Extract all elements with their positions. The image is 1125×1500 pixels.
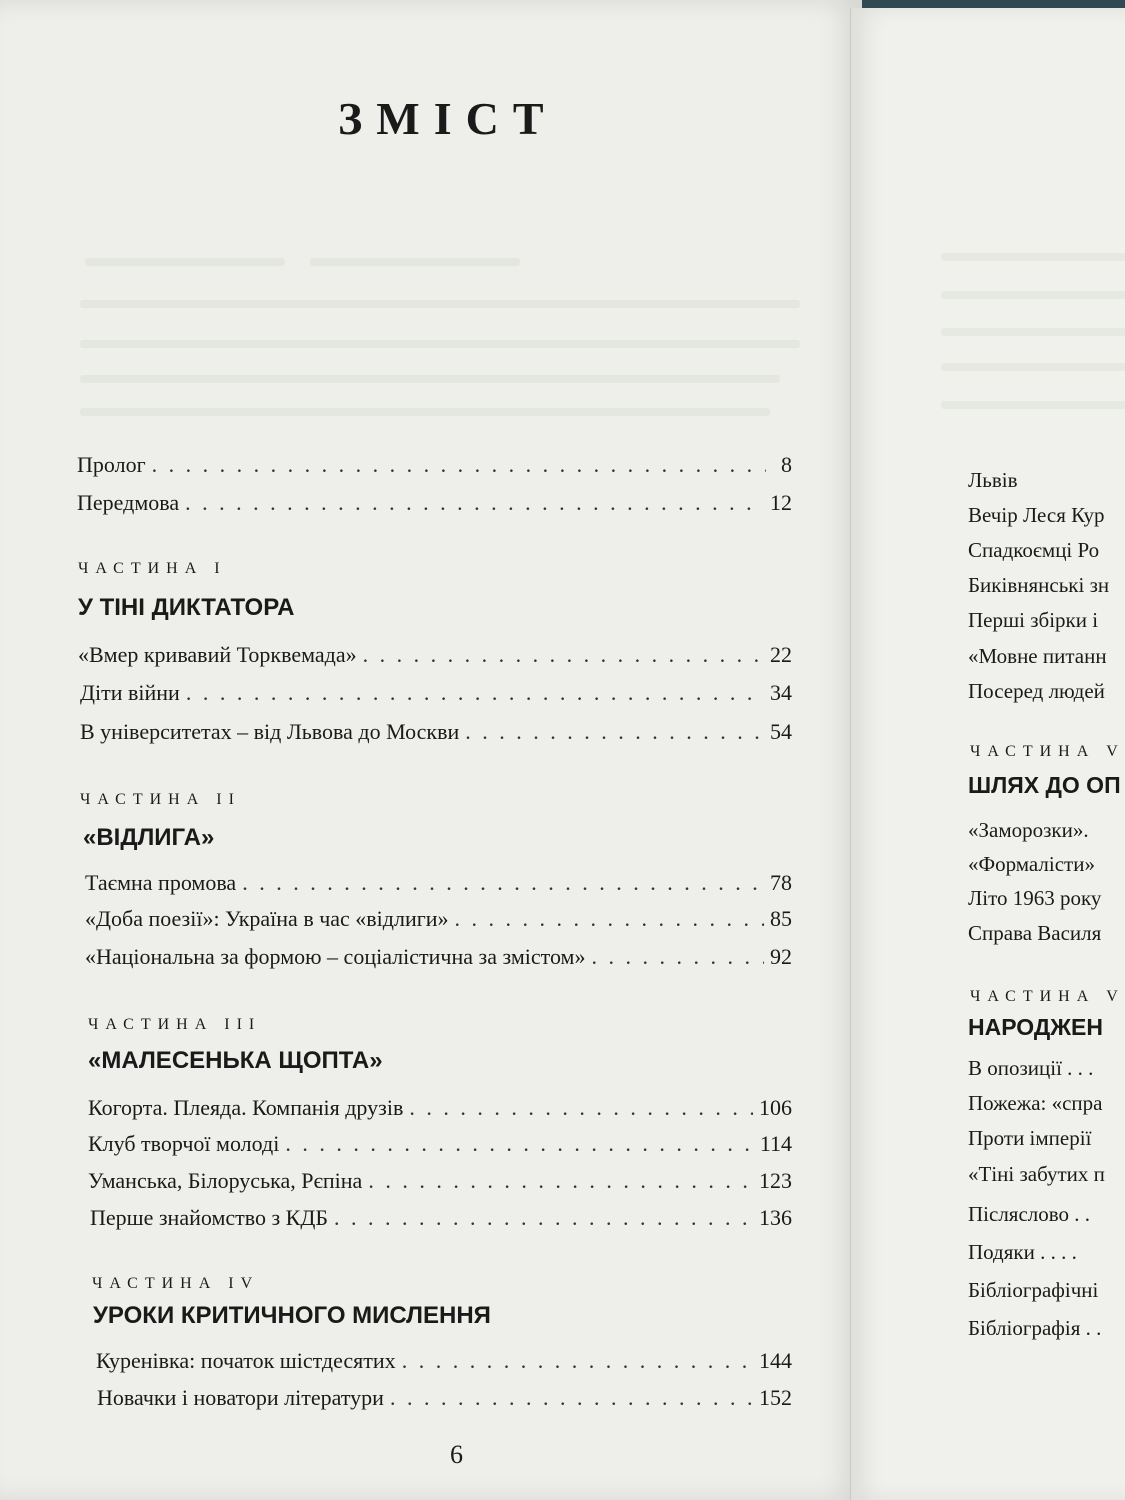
dot-leader [465,719,764,745]
entry-page: 92 [770,944,792,969]
toc-entry[interactable] [88,1168,792,1194]
entry-title: «Національна за формою – соціалістична за змістом» [85,944,586,969]
entry-title: Таємна промова [85,870,237,895]
entry-page: 85 [770,906,792,931]
dot-leader [285,1131,753,1157]
toc-entry[interactable] [85,870,792,896]
dot-leader [591,944,764,970]
entry-page: 34 [770,680,792,705]
toc-entry-cropped[interactable]: Биківнянські зн [968,573,1110,597]
toc-entry-prologue[interactable] [77,452,792,478]
toc-entry-cropped[interactable]: Вечір Леся Кур [968,503,1105,527]
entry-title: Пролог [77,452,146,477]
toc-entry[interactable] [85,944,792,970]
toc-entry-cropped[interactable]: Бібліографія . . [968,1316,1102,1340]
toc-entry[interactable] [96,1348,792,1374]
toc-entry-cropped[interactable]: Справа Василя [968,921,1102,945]
entry-title: «Доба поезії»: Україна в час «відлиги» [85,906,449,931]
entry-title: Передмова [77,490,180,515]
toc-entry-cropped[interactable]: Подяки . . . . [968,1240,1077,1264]
toc-entry-foreword[interactable] [77,490,792,516]
part-title: ШЛЯХ ДО ОП [968,772,1121,798]
entry-title: «Вмер кривавий Торквемада» [78,642,357,667]
part-label: ЧАСТИНА V [970,988,1125,1005]
entry-title: Перше знайомство з КДБ [90,1205,328,1230]
dot-leader [409,1095,753,1121]
part-label: ЧАСТИНА I [78,560,227,577]
entry-page: 54 [770,719,792,744]
dot-leader [368,1168,753,1194]
page-title: ЗМІСТ [338,93,558,144]
toc-entry-cropped[interactable]: Львів [968,468,1018,492]
part-title: «ВІДЛИГА» [83,824,215,851]
part-label: ЧАСТИНА III [88,1016,262,1033]
entry-title: В університетах – від Львова до Москви [80,719,460,744]
toc-entry-cropped[interactable]: Проти імперії [968,1126,1092,1150]
toc-entry-cropped[interactable]: «Заморозки». [968,818,1089,842]
toc-entry-cropped[interactable]: «Формалісти» [968,852,1095,876]
toc-entry[interactable] [97,1385,792,1411]
toc-entry[interactable] [80,680,792,706]
part-label: ЧАСТИНА II [80,791,241,808]
entry-title: Куренівка: початок шістдесятих [96,1348,396,1373]
toc-entry[interactable] [80,719,792,745]
toc-entry-cropped[interactable]: Бібліографічні [968,1278,1099,1302]
dot-leader [242,870,764,896]
entry-page: 22 [770,642,792,667]
entry-page: 8 [781,452,792,477]
toc-entry-cropped[interactable]: Посеред людей [968,679,1105,703]
toc-entry-cropped[interactable]: «Мовне питанн [968,644,1107,668]
part-title: «МАЛЕСЕНЬКА ЩОПТА» [88,1047,383,1074]
toc-entry[interactable] [78,642,792,668]
entry-title: Діти війни [80,680,180,705]
entry-title: Уманська, Білоруська, Рєпіна [88,1168,363,1193]
entry-page: 144 [759,1348,792,1373]
part-label: ЧАСТИНА V [970,743,1125,760]
dot-leader [390,1385,753,1411]
entry-page: 152 [759,1385,792,1410]
part-title: НАРОДЖЕН [968,1014,1103,1040]
dot-leader [152,452,766,478]
entry-page: 123 [759,1168,792,1193]
part-title: У ТІНІ ДИКТАТОРА [78,594,295,621]
entry-page: 136 [759,1205,792,1230]
dot-leader [455,906,764,932]
dot-leader [186,680,764,706]
toc-entry-cropped[interactable]: Перші збірки і [968,608,1099,632]
toc-entry[interactable] [90,1205,792,1231]
toc-entry-cropped[interactable]: Післяслово . . [968,1202,1091,1226]
entry-page: 114 [759,1131,792,1156]
entry-page: 106 [759,1095,792,1120]
dot-leader [334,1205,753,1231]
toc-entry[interactable] [85,906,792,932]
entry-page: 78 [770,870,792,895]
entry-page: 12 [770,490,792,515]
toc-entry-cropped[interactable]: Спадкоємці Ро [968,538,1100,562]
dot-leader [363,642,764,668]
dot-leader [402,1348,753,1374]
entry-title: Клуб творчої молоді [88,1131,280,1156]
toc-entry-cropped[interactable]: «Тіні забутих п [968,1162,1105,1186]
toc-entry-cropped[interactable]: Пожежа: «спра [968,1091,1103,1115]
toc-entry[interactable] [88,1131,792,1157]
part-label: ЧАСТИНА IV [92,1275,260,1292]
toc-entry-cropped[interactable]: В опозиції . . . [968,1056,1094,1080]
dot-leader [185,490,764,516]
entry-title: Новачки і новатори літератури [97,1385,384,1410]
toc-entry[interactable] [88,1095,792,1121]
entry-title: Когорта. Плеяда. Компанія друзів [88,1095,404,1120]
page-number: 6 [450,1440,463,1469]
part-title: УРОКИ КРИТИЧНОГО МИСЛЕННЯ [93,1302,491,1329]
toc-entry-cropped[interactable]: Літо 1963 року [968,886,1102,910]
